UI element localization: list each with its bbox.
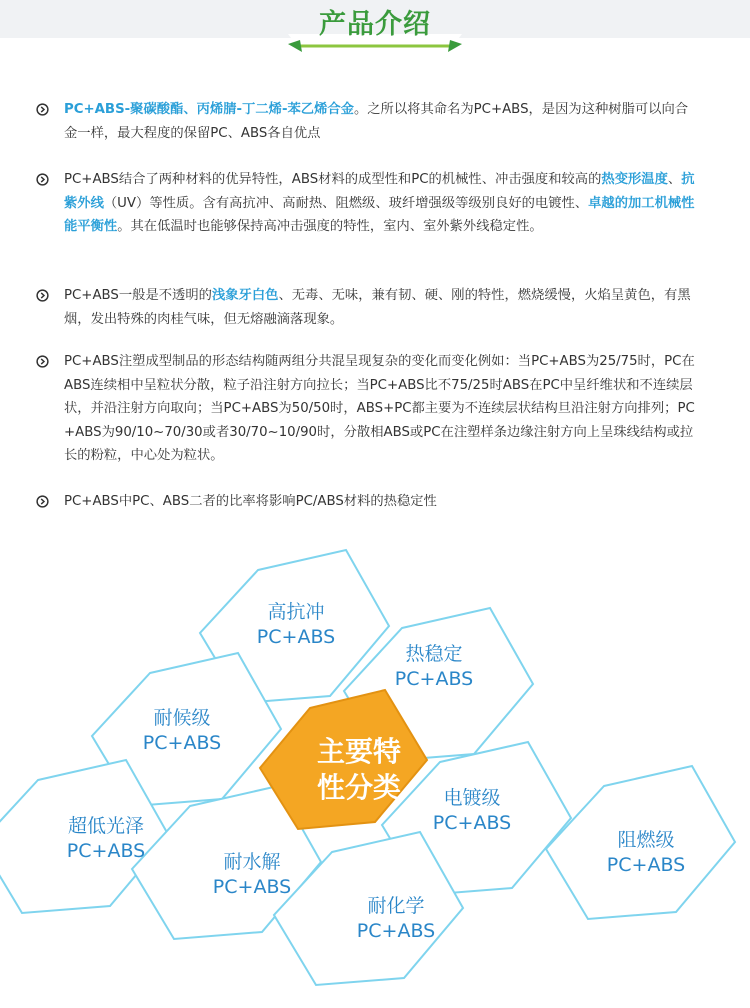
hex-subtitle: PC+ABS	[66, 840, 146, 862]
highlight-text: PC+ABS-聚碳酸酯、丙烯腈-丁二烯-苯乙烯合金	[64, 102, 354, 117]
hex-title: 耐水解	[223, 851, 281, 873]
hex-label-heat-stable	[364, 642, 504, 692]
hex-label-flame-retardant	[576, 828, 716, 878]
bullet-arrow-icon	[36, 173, 49, 186]
hex-label-low-gloss	[36, 814, 176, 864]
center-title-line1: 主要特	[316, 735, 401, 768]
bullet-arrow-icon	[36, 355, 49, 368]
hex-title: 耐化学	[367, 895, 425, 917]
item-text	[64, 284, 696, 331]
body-text: 、	[667, 172, 682, 187]
hex-center-label	[284, 734, 434, 806]
highlight-text: 热变形温度	[601, 172, 668, 187]
item-text	[64, 350, 696, 468]
hex-label-chemical	[326, 894, 466, 944]
hex-title: 高抗冲	[267, 601, 325, 623]
hex-title: 热稳定	[405, 643, 463, 665]
hex-subtitle: PC+ABS	[256, 626, 336, 648]
hex-title: 耐候级	[153, 707, 211, 729]
hex-title: 电镀级	[443, 787, 501, 809]
hex-subtitle: PC+ABS	[212, 876, 292, 898]
hex-subtitle: PC+ABS	[432, 812, 512, 834]
body-text: （UV）等性质。含有高抗冲、高耐热、阻燃级、玻纤增强级等级别良好的电镀性、	[103, 195, 589, 211]
body-text: PC+ABS注塑成型制品的形态结构随两组分共混呈现复杂的变化而变化例如：当PC+ABS为25/75时，PC在ABS连续相中呈粒状分散，粒子沿注射方向拉长；当PC+ABS比不75/25时ABS在PC中呈纤维状和不连续层状，并沿注射方向取向；当PC+ABS为50/50时，ABS+PC都主要为不连续层状结构旦沿注射方向排列；PC+ABS为90/10~70/30或者30/70~10/90时，分散相ABS或PC在注塑样条边缘注射方向上呈珠线结构或拉长的粉粒，中心处为粒状。	[64, 354, 695, 463]
hex-label-hydrolysis	[182, 850, 322, 900]
page-title: 产品介绍	[319, 9, 431, 40]
body-text: 、无毒、无味，兼有韧、硬、刚的特性，燃烧缓慢，火焰呈黄色，有黑烟，发出特殊的肉桂气味，但无熔融滴落现象。	[64, 288, 691, 327]
hex-subtitle: PC+ABS	[142, 732, 222, 754]
hex-label-weather	[112, 706, 252, 756]
section-header	[0, 0, 750, 64]
bullet-arrow-icon	[36, 289, 49, 302]
body-text: PC+ABS结合了两种材料的优异特性，ABS材料的成型性和PC的机械性、冲击强度和较高的	[64, 172, 602, 187]
hex-subtitle: PC+ABS	[606, 854, 686, 876]
body-text: PC+ABS一般是不透明的	[64, 288, 212, 303]
body-text: PC+ABS中PC、ABS二者的比率将影响PC/ABS材料的热稳定性	[64, 494, 437, 509]
hex-title: 超低光泽	[67, 815, 144, 837]
hex-title: 阻燃级	[617, 829, 675, 851]
item-text	[64, 98, 696, 145]
highlight-text: 抗紫外线	[64, 172, 695, 211]
bullet-arrow-icon	[36, 495, 49, 508]
body-text: 。之所以将其命名为PC+ABS，是因为这种树脂可以向合金一样，最大程度的保留PC、ABS各自优点	[64, 102, 689, 141]
hex-subtitle: PC+ABS	[356, 920, 436, 942]
item-text	[64, 168, 696, 239]
bullet-arrow-icon	[36, 103, 49, 116]
center-title-line2: 性分类	[316, 771, 401, 804]
hex-label-high-impact	[226, 600, 366, 650]
item-text	[64, 490, 696, 514]
highlight-text: 浅象牙白色	[211, 288, 279, 303]
hex-subtitle: PC+ABS	[394, 668, 474, 690]
body-text: 。其在低温时也能够保持高冲击强度的特性，室内、室外紫外线稳定性。	[117, 219, 543, 234]
highlight-text: 卓越的加工机械性能平衡性	[64, 195, 695, 234]
